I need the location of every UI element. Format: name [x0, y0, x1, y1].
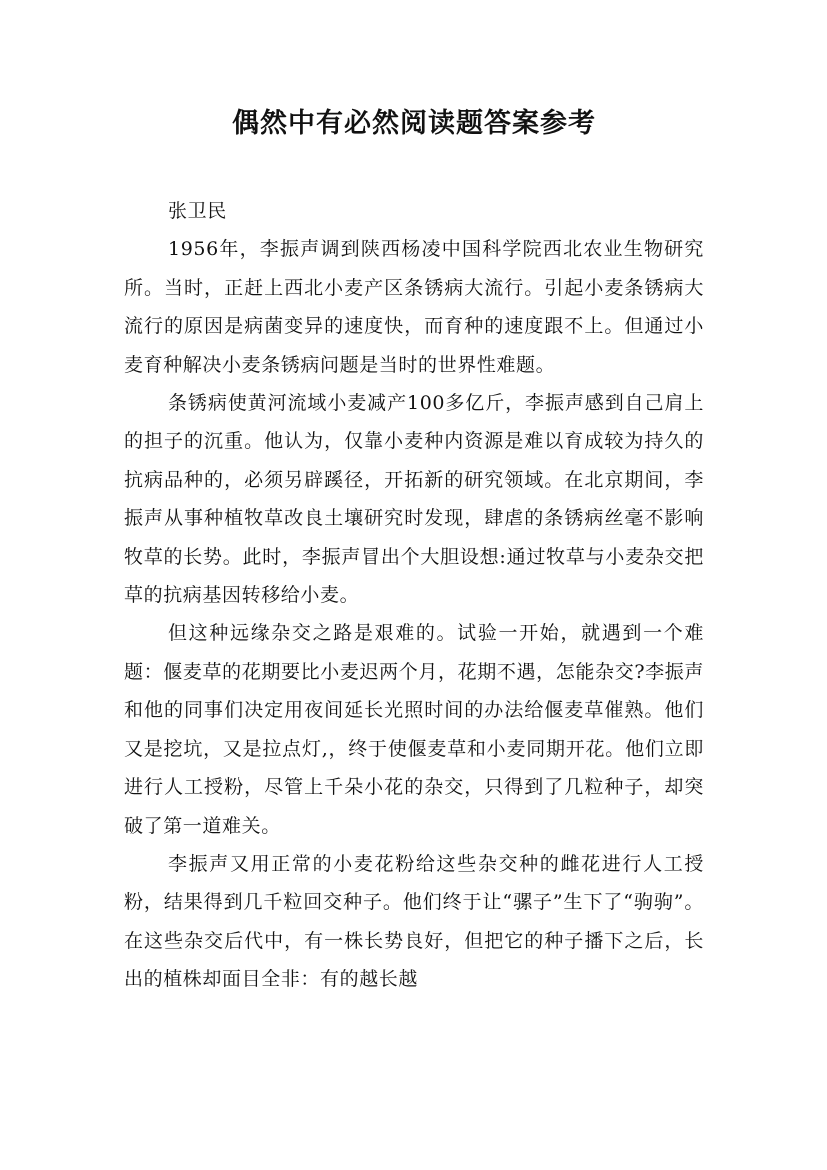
paragraph-2: 条锈病使黄河流域小麦减产100多亿斤，李振声感到自己肩上的担子的沉重。他认为，仅靠小麦种内资源是难以育成较为持久的抗病品种的，必须另辟蹊径，开拓新的研究领域。在北京期间，李振声从事种植牧草改良土壤研究时发现，肆虐的条锈病丝毫不影响牧草的长势。此时，李振声冒出个大胆设想:通过牧草与小麦杂交把草的抗病基因转移给小麦。 — [124, 392, 704, 607]
paragraph-1: 1956年，李振声调到陕西杨凌中国科学院西北农业生物研究所。当时，正赶上西北小麦产区条锈病大流行。引起小麦条锈病大流行的原因是病菌变异的速度快，而育种的速度跟不上。但通过小麦育种解决小麦条锈病问题是当时的世界性难题。 — [124, 238, 704, 376]
document-title: 偶然中有必然阅读题答案参考 — [232, 108, 596, 139]
paragraph-4: 李振声又用正常的小麦花粉给这些杂交种的雌花进行人工授粉，结果得到几千粒回交种子。他们终于让“骡子”生下了“驹驹”。在这些杂交后代中，有一株长势良好，但把它的种子播下之后，长出的植株却面目全非：有的越长越 — [124, 852, 704, 991]
paragraph-3: 但这种远缘杂交之路是艰难的。试验一开始，就遇到一个难题：偃麦草的花期要比小麦迟两个月，花期不遇，怎能杂交?李振声和他的同事们决定用夜间延长光照时间的办法给偃麦草催熟。他们又是挖坑，又是拉点灯,，终于使偃麦草和小麦同期开花。他们立即进行人工授粉，尽管上千朵小花的杂交，只得到了几粒种子，却突破了第一道难关。 — [124, 622, 704, 837]
author-name: 张卫民 — [168, 200, 227, 222]
document-body — [124, 192, 704, 999]
